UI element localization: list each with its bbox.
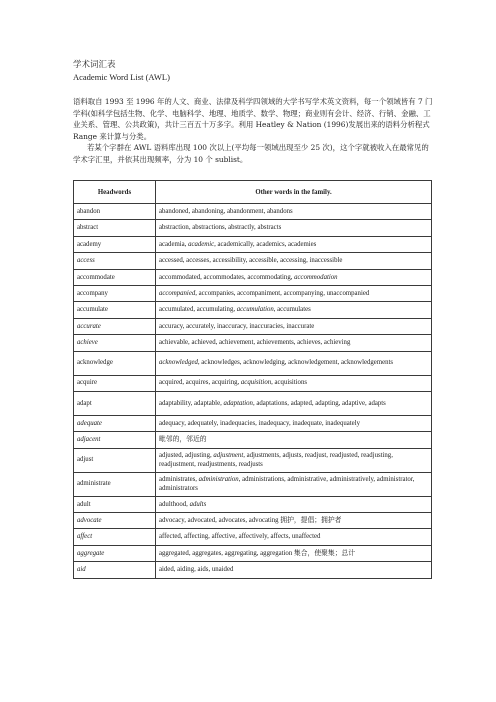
family-words-cell bbox=[156, 302, 432, 318]
column-header-family: Other words in the family. bbox=[156, 181, 432, 204]
headword-cell: access bbox=[74, 253, 156, 269]
family-words-cell bbox=[156, 496, 432, 512]
family-words-text: abstraction, abstractions, abstractly, abstracts bbox=[159, 224, 282, 232]
table-row bbox=[74, 529, 432, 545]
family-words-text: abandoned, abandoning, abandonment, abandons bbox=[159, 207, 293, 215]
family-words-text: , acknowledges, acknowledging, acknowledgement, acknowledgements bbox=[197, 359, 394, 367]
family-words-text: adjustment bbox=[213, 451, 244, 459]
headword-cell: accurate bbox=[74, 318, 156, 334]
family-words-text: , adjustments, adjusts, readjust, readjusted, readjusting, readjustment, readjustments, readjusts bbox=[159, 451, 393, 469]
family-words-cell bbox=[156, 391, 432, 415]
family-words-text: academia, bbox=[159, 240, 189, 248]
table-row bbox=[74, 448, 432, 472]
family-words-cell bbox=[156, 562, 432, 578]
headword-cell: adult bbox=[74, 496, 156, 512]
column-header-headwords: Headwords bbox=[74, 181, 156, 204]
table-row bbox=[74, 269, 432, 285]
family-words-text: academic bbox=[188, 240, 215, 248]
family-words-text: , academically, academics, academies bbox=[214, 240, 317, 248]
word-family-table bbox=[73, 180, 432, 579]
family-words-text: achievable, achieved, achievement, achievements, achieves, achieving bbox=[159, 339, 351, 347]
family-words-text: adaptation bbox=[223, 399, 253, 407]
family-words-text: aggregated, aggregates, aggregating, aggregation 集合，使聚集；总计 bbox=[159, 549, 356, 557]
family-words-text: adequacy, adequately, inadequacies, inadequacy, inadequate, inadequately bbox=[159, 419, 360, 427]
family-words-cell bbox=[156, 351, 432, 375]
family-words-text: aided, aiding, aids, unaided bbox=[159, 566, 234, 574]
headword-cell: abandon bbox=[74, 204, 156, 220]
headword-cell: aggregate bbox=[74, 545, 156, 561]
family-words-text: administrates, bbox=[159, 475, 199, 483]
family-words-cell bbox=[156, 318, 432, 334]
family-words-text: accompanied bbox=[159, 289, 196, 297]
table-row bbox=[74, 335, 432, 351]
family-words-text: administration bbox=[198, 475, 239, 483]
family-words-text: , adaptations, adapted, adapting, adaptive, adapts bbox=[252, 399, 386, 407]
family-words-cell bbox=[156, 375, 432, 391]
family-words-cell bbox=[156, 285, 432, 301]
family-words-text: adaptability, adaptable, bbox=[159, 399, 224, 407]
family-words-text: 毗邻的，邻近的 bbox=[159, 436, 207, 444]
table-row bbox=[74, 432, 432, 448]
family-words-cell bbox=[156, 513, 432, 529]
table-row bbox=[74, 220, 432, 236]
headword-cell: achieve bbox=[74, 335, 156, 351]
family-words-text: acquisition bbox=[240, 379, 272, 387]
table-row bbox=[74, 236, 432, 252]
table-row bbox=[74, 375, 432, 391]
family-words-text: accuracy, accurately, inaccuracy, inaccuracies, inaccurate bbox=[159, 322, 315, 330]
headword-cell: acknowledge bbox=[74, 351, 156, 375]
intro-section bbox=[73, 96, 433, 166]
family-words-text: accommodation bbox=[294, 273, 338, 281]
table-row bbox=[74, 204, 432, 220]
table-row bbox=[74, 351, 432, 375]
headword-cell: abstract bbox=[74, 220, 156, 236]
headword-cell: advocate bbox=[74, 513, 156, 529]
family-words-cell bbox=[156, 432, 432, 448]
family-words-text: , administrations, administrative, administratively, administrator, administrators bbox=[159, 475, 415, 493]
family-words-text: accumulation bbox=[236, 306, 274, 314]
headword-cell: accompany bbox=[74, 285, 156, 301]
headword-cell: administrate bbox=[74, 472, 156, 496]
family-words-cell bbox=[156, 529, 432, 545]
family-words-cell bbox=[156, 236, 432, 252]
family-words-text: affected, affecting, affective, affectively, affects, unaffected bbox=[159, 533, 321, 541]
headword-cell: affect bbox=[74, 529, 156, 545]
table-row bbox=[74, 415, 432, 431]
document-title-english: Academic Word List (AWL) bbox=[73, 72, 170, 82]
family-words-cell bbox=[156, 269, 432, 285]
family-words-text: , accompanies, accompaniment, accompanying, unaccompanied bbox=[195, 289, 370, 297]
headword-cell: academy bbox=[74, 236, 156, 252]
table-row bbox=[74, 513, 432, 529]
family-words-text: accumulated, accumulating, bbox=[159, 306, 237, 314]
family-words-cell bbox=[156, 220, 432, 236]
table-row bbox=[74, 302, 432, 318]
intro-paragraph-1: 语料取自 1993 至 1996 年的人文、商业、法律及科学四领域的大学书写学术英文资料，每一个领域皆有 7 门学科(如科学包括生物、化学、电脑科学、地理、地质学、数学、物理；商业则有会计、经济、行销、金融、工业关系、管理、公共政策)，共计三百五十万多字。利用 Heatley & Nation (1996)发展出来的语料分析程式 Range 来计算与分类。 bbox=[73, 97, 433, 141]
table-row bbox=[74, 472, 432, 496]
headword-cell: adapt bbox=[74, 391, 156, 415]
family-words-text: , accumulates bbox=[273, 306, 311, 314]
headword-cell: aid bbox=[74, 562, 156, 578]
family-words-text: , acquisitions bbox=[271, 379, 307, 387]
family-words-text: accommodated, accommodates, accommodating, bbox=[159, 273, 295, 281]
family-words-cell bbox=[156, 448, 432, 472]
table-header-row bbox=[74, 181, 432, 204]
family-words-text: adjusted, adjusting, bbox=[159, 451, 214, 459]
headword-cell: accommodate bbox=[74, 269, 156, 285]
table-row bbox=[74, 562, 432, 578]
family-words-cell bbox=[156, 545, 432, 561]
family-words-text: acquired, acquires, acquiring, bbox=[159, 379, 241, 387]
headword-cell: accumulate bbox=[74, 302, 156, 318]
family-words-cell bbox=[156, 472, 432, 496]
table-row bbox=[74, 545, 432, 561]
table-row bbox=[74, 318, 432, 334]
headword-cell: acquire bbox=[74, 375, 156, 391]
family-words-text: adults bbox=[189, 500, 207, 508]
table-row bbox=[74, 496, 432, 512]
table-row bbox=[74, 285, 432, 301]
table-row bbox=[74, 391, 432, 415]
headword-cell: adjacent bbox=[74, 432, 156, 448]
document-title-chinese: 学术词汇表 bbox=[73, 60, 116, 70]
family-words-text: accessed, accesses, accessibility, accessible, accessing, inaccessible bbox=[159, 257, 343, 265]
family-words-cell bbox=[156, 415, 432, 431]
headword-cell: adjust bbox=[74, 448, 156, 472]
family-words-text: acknowledged bbox=[159, 359, 198, 367]
intro-paragraph-2: 若某个字群在 AWL 语料库出现 100 次以上(平均每一领域出现至少 25 次)，这个字就被收入在最常见的学术字汇里，并依其出现频率，分为 10 个 sublist。 bbox=[73, 143, 429, 164]
family-words-text: advocacy, advocated, advocates, advocating 拥护，提倡；拥护者 bbox=[159, 517, 342, 525]
family-words-cell bbox=[156, 253, 432, 269]
family-words-text: adulthood, bbox=[159, 500, 190, 508]
headword-cell: adequate bbox=[74, 415, 156, 431]
table-row bbox=[74, 253, 432, 269]
family-words-cell bbox=[156, 335, 432, 351]
family-words-cell bbox=[156, 204, 432, 220]
